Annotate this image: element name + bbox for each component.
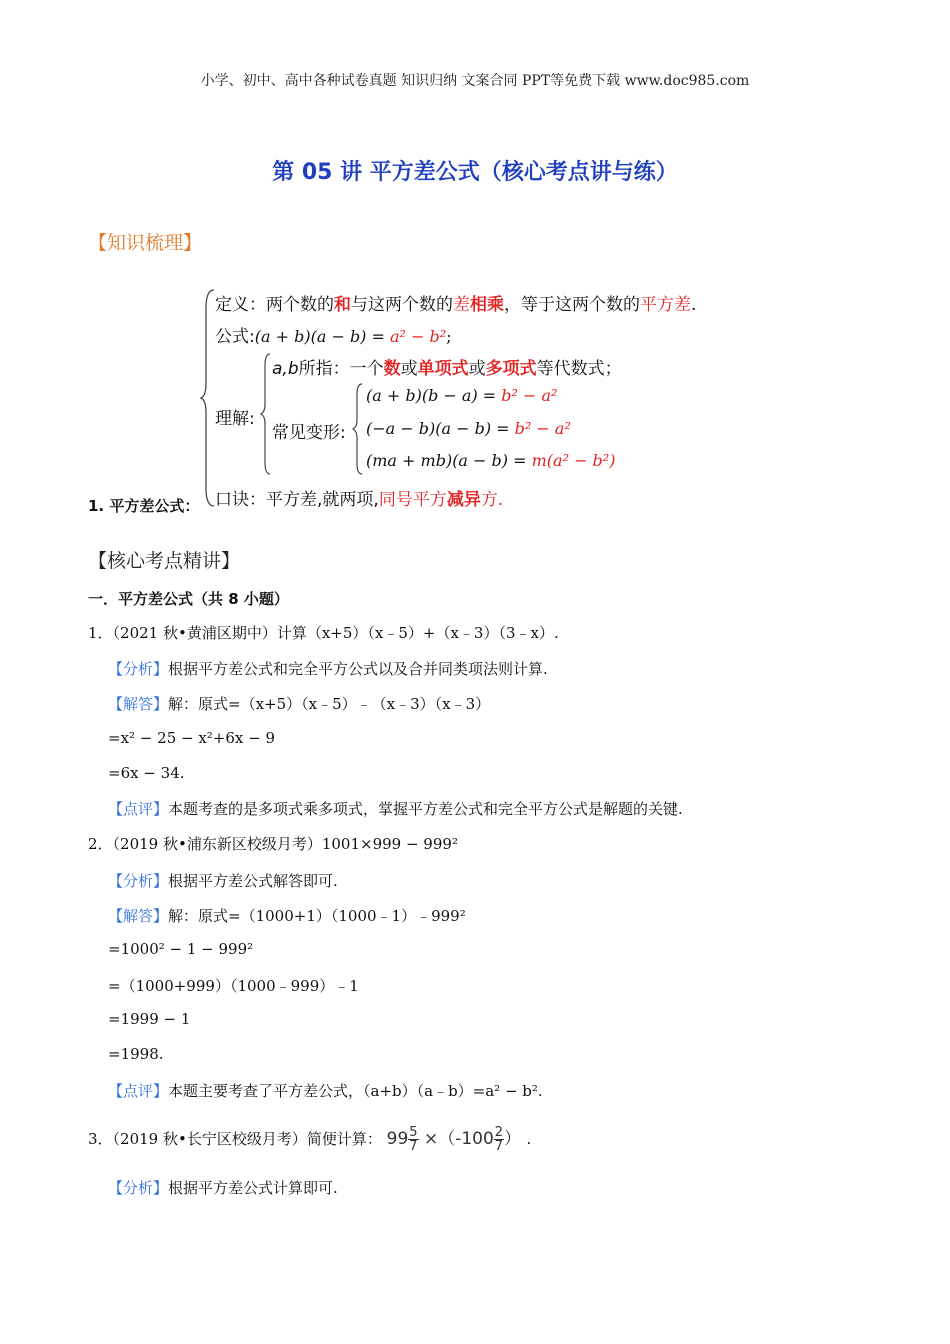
q3-stem: 3．（2019 秋•长宁区校级月考）简便计算： 99 $\frac{5}{7}$ ×（-100 $\frac{2}{7}$ ） . (88, 1124, 532, 1154)
variant-1: (a + b)(b − a) = b² − a² (366, 386, 558, 405)
q3-analysis: 【分析】根据平方差公式计算即可. (108, 1179, 338, 1197)
page-header: 小学、初中、高中各种试卷真题 知识归纳 文案合同 PPT等免费下载 www.doc985.com (200, 73, 750, 89)
q3-expression: 99 $\frac{5}{7}$ ×（-100 $\frac{2}{7}$ ） (386, 1124, 522, 1154)
formula-line: 公式:(a + b)(a − b) = a² − b²; (215, 327, 452, 347)
definition-line: 定义：两个数的和与这两个数的差相乘，等于这两个数的平方差. (215, 295, 697, 315)
variant-3: (ma + mb)(a − b) = m(a² − b²) (366, 451, 616, 470)
q1-review: 【点评】本题考查的是多项式乘多项式，掌握平方差公式和完全平方公式是解题的关键. (108, 800, 683, 818)
q2-step2: =（1000+999）（1000﹣999）﹣1 (108, 977, 359, 995)
section-knowledge: 【知识梳理】 (88, 232, 203, 254)
page-title: 第 05 讲 平方差公式（核心考点讲与练） (272, 160, 678, 185)
variant-2: (−a − b)(a − b) = b² − a² (366, 419, 571, 438)
understanding-label: 理解: (215, 409, 255, 429)
q2-review: 【点评】本题主要考查了平方差公式，（a+b）（a﹣b）=a² − b². (108, 1082, 543, 1100)
q1-analysis: 【分析】根据平方差公式和完全平方公式以及合并同类项法则计算. (108, 660, 548, 678)
q2-step4: =1998. (108, 1045, 164, 1063)
q1-stem: 1．（2021 秋•黄浦区期中）计算（x+5）（x﹣5）+（x﹣3）（3﹣x）. (88, 624, 559, 642)
mnemonic-line: 口诀：平方差,就两项,同号平方减异方. (215, 490, 504, 510)
q1-step1: =x² − 25 − x²+6x − 9 (108, 729, 276, 747)
formula-label: 1. 平方差公式： (88, 497, 200, 515)
q1-answer: 【解答】解：原式=（x+5）（x﹣5）﹣（x﹣3）（x﹣3） (108, 695, 491, 713)
ab-meaning-line: a,b所指：一个数或单项式或多项式等代数式； (272, 359, 622, 379)
q1-step2: =6x − 34. (108, 764, 185, 782)
q2-step3: =1999 − 1 (108, 1010, 191, 1028)
variants-brace-icon (352, 382, 364, 476)
variants-label: 常见变形: (272, 423, 346, 443)
q2-step1: =1000² − 1 − 999² (108, 940, 254, 958)
q2-stem: 2．（2019 秋•浦东新区校级月考）1001×999 − 999² (88, 835, 458, 853)
q2-answer: 【解答】解：原式=（1000+1）（1000﹣1）﹣999² (108, 907, 466, 925)
q2-analysis: 【分析】根据平方差公式解答即可. (108, 872, 338, 890)
section-core: 【核心考点精讲】 (88, 550, 241, 572)
big-brace-icon (200, 288, 216, 508)
understanding-brace-icon (260, 352, 272, 476)
subsection-title: 一．平方差公式（共 8 小题） (88, 590, 289, 608)
